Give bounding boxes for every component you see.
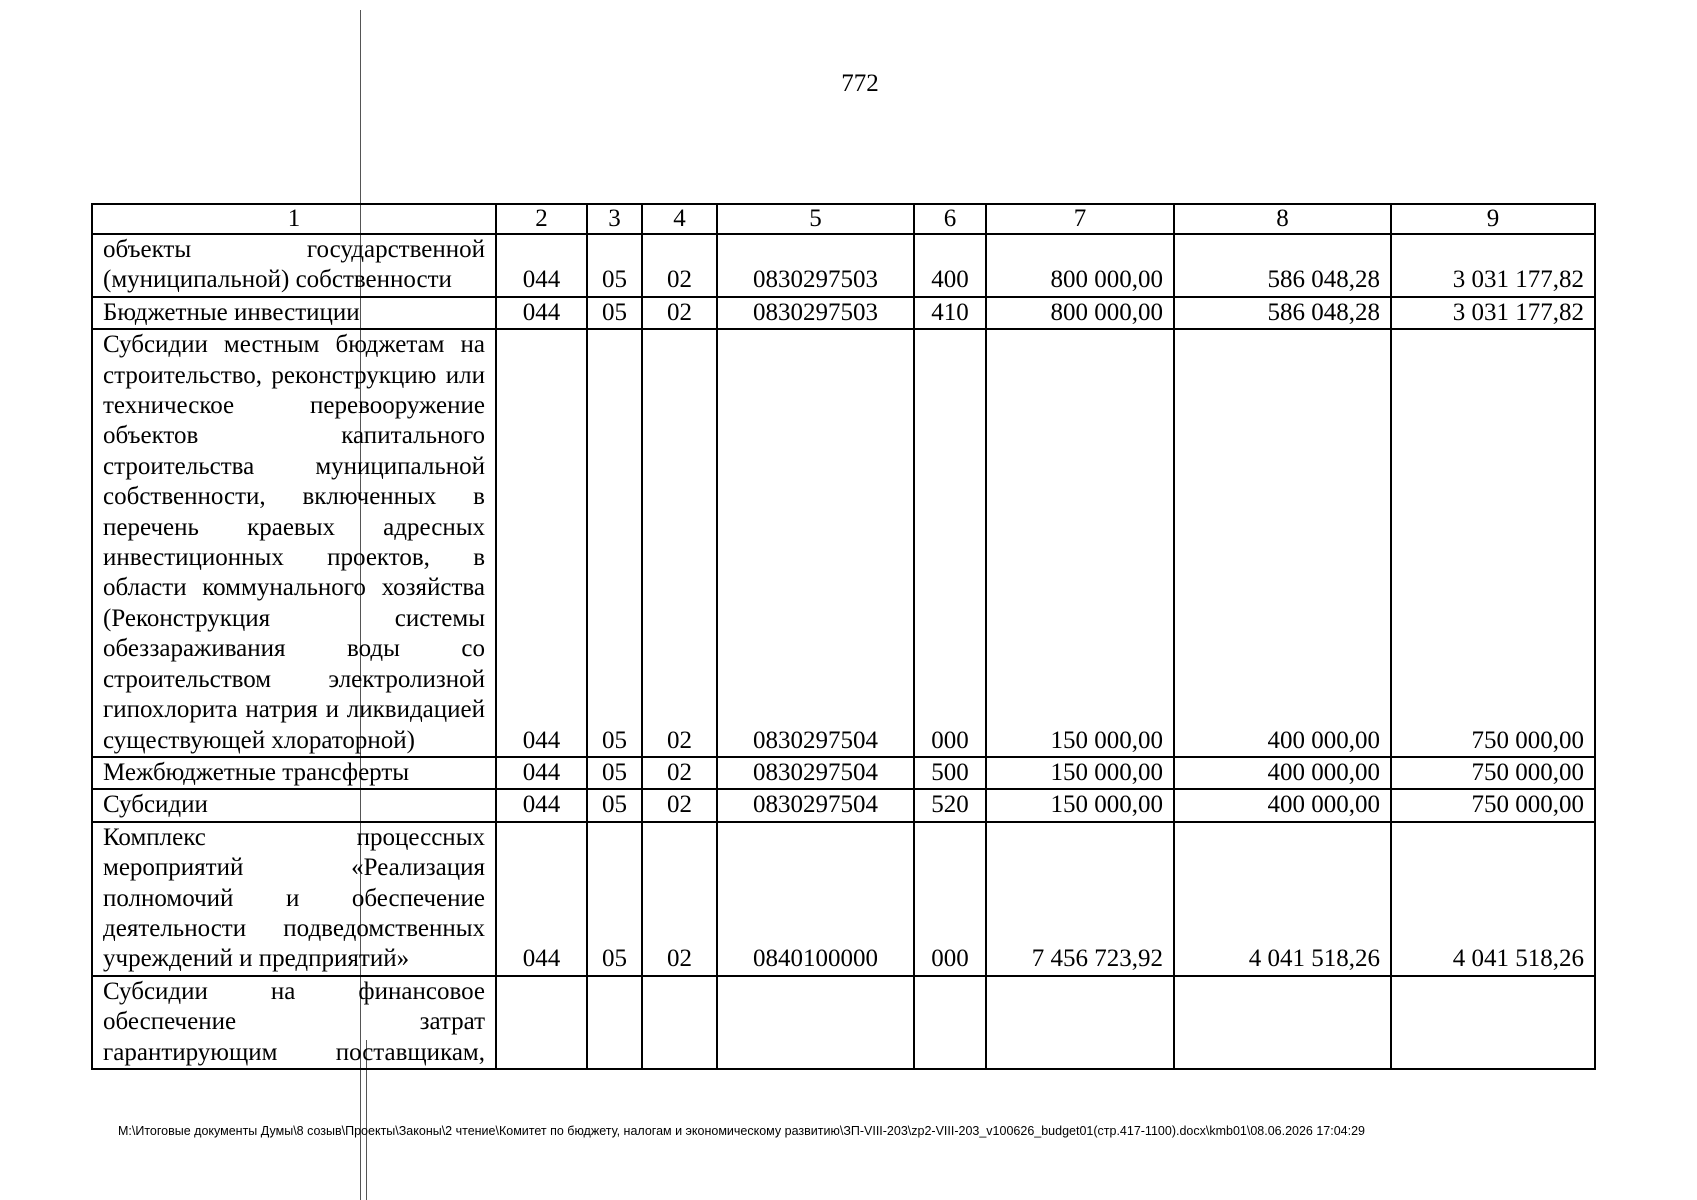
- table-row: [92, 757, 1595, 789]
- column-header: 9: [1391, 204, 1595, 234]
- budget-table: [91, 203, 1596, 1070]
- cell-target-article: 0830297503: [717, 234, 914, 297]
- column-header: 7: [986, 204, 1174, 234]
- row-name: Субсидии местным бюджетам на строительство, реконструкцию или техническое перевооружение объектов капитального строительства муниципальной собственности, включенных в перечень краевых адресных инвестиционных проектов, в области коммунального хозяйства (Реконструкция системы обеззараживания воды со строительством электролизной гипохлорита натрия и ликвидацией существующей хлораторной): [92, 329, 496, 757]
- cell-section: 05: [587, 789, 642, 821]
- cell-amount-7: 800 000,00: [986, 297, 1174, 329]
- cell-subsection: 02: [642, 789, 717, 821]
- cell-amount-8: 4 041 518,26: [1174, 822, 1391, 976]
- cell-amount-8: 400 000,00: [1174, 757, 1391, 789]
- column-header: 6: [914, 204, 986, 234]
- cell-target-article: 0830297504: [717, 789, 914, 821]
- cell-amount-9: 750 000,00: [1391, 757, 1595, 789]
- table-header-row: [92, 204, 1595, 234]
- cell-amount-9: 3 031 177,82: [1391, 297, 1595, 329]
- table-row: [92, 329, 1595, 757]
- cell-amount-7: 7 456 723,92: [986, 822, 1174, 976]
- cell-target-article: 0830297504: [717, 757, 914, 789]
- cell-admin-code: 044: [496, 297, 587, 329]
- column-header: 2: [496, 204, 587, 234]
- cell-subsection: 02: [642, 757, 717, 789]
- row-name: Бюджетные инвестиции: [92, 297, 496, 329]
- cell-admin-code: 044: [496, 822, 587, 976]
- cell-expense-type: 500: [914, 757, 986, 789]
- cell-amount-7: 800 000,00: [986, 234, 1174, 297]
- cell-amount-7: 150 000,00: [986, 789, 1174, 821]
- cell-amount-9: 4 041 518,26: [1391, 822, 1595, 976]
- column-header: 1: [92, 204, 496, 234]
- cell-target-article: 0840100000: [717, 822, 914, 976]
- cell-subsection: 02: [642, 822, 717, 976]
- cell-amount-9: 750 000,00: [1391, 789, 1595, 821]
- cell-subsection: 02: [642, 329, 717, 757]
- cell-expense-type: 410: [914, 297, 986, 329]
- table-row: [92, 234, 1595, 297]
- cell-amount-8: 400 000,00: [1174, 789, 1391, 821]
- cell-section: [587, 976, 642, 1069]
- cell-amount-8: 586 048,28: [1174, 234, 1391, 297]
- cell-amount-7: 150 000,00: [986, 329, 1174, 757]
- cell-section: 05: [587, 822, 642, 976]
- cell-target-article: 0830297503: [717, 297, 914, 329]
- cell-expense-type: 000: [914, 329, 986, 757]
- cell-expense-type: [914, 976, 986, 1069]
- table-row: [92, 789, 1595, 821]
- cell-section: 05: [587, 234, 642, 297]
- cell-expense-type: 520: [914, 789, 986, 821]
- cell-amount-8: 400 000,00: [1174, 329, 1391, 757]
- cell-amount-8: [1174, 976, 1391, 1069]
- cell-section: 05: [587, 297, 642, 329]
- cell-admin-code: 044: [496, 757, 587, 789]
- row-name: Межбюджетные трансферты: [92, 757, 496, 789]
- column-header: 4: [642, 204, 717, 234]
- row-name: Субсидии на финансовое обеспечение затрат гарантирующим поставщикам,: [92, 976, 496, 1069]
- cell-expense-type: 400: [914, 234, 986, 297]
- cell-section: 05: [587, 757, 642, 789]
- cell-amount-7: [986, 976, 1174, 1069]
- row-name: Субсидии: [92, 789, 496, 821]
- table-row: [92, 822, 1595, 976]
- document-path-footer: M:\Итоговые документы Думы\8 созыв\Проекты\Законы\2 чтение\Комитет по бюджету, налогам и экономическому развитию\ЗП-VIII-203\zp2-VIII-203_v100626_budget01(стр.417-1100).docx\kmb01\08.06.2026 17:04:29: [118, 1124, 1366, 1138]
- cell-expense-type: 000: [914, 822, 986, 976]
- table-row: [92, 297, 1595, 329]
- cell-amount-9: 750 000,00: [1391, 329, 1595, 757]
- cell-amount-9: [1391, 976, 1595, 1069]
- page-number: 772: [841, 70, 879, 97]
- cell-admin-code: 044: [496, 329, 587, 757]
- cell-target-article: 0830297504: [717, 329, 914, 757]
- cell-amount-8: 586 048,28: [1174, 297, 1391, 329]
- column-header: 3: [587, 204, 642, 234]
- cell-target-article: [717, 976, 914, 1069]
- cell-subsection: 02: [642, 234, 717, 297]
- cell-admin-code: 044: [496, 789, 587, 821]
- cell-amount-9: 3 031 177,82: [1391, 234, 1595, 297]
- cell-admin-code: 044: [496, 234, 587, 297]
- column-header: 8: [1174, 204, 1391, 234]
- cell-admin-code: [496, 976, 587, 1069]
- table-row: [92, 976, 1595, 1069]
- row-name: Комплекс процессных мероприятий «Реализация полномочий и обеспечение деятельности подведомственных учреждений и предприятий»: [92, 822, 496, 976]
- cell-subsection: 02: [642, 297, 717, 329]
- cell-subsection: [642, 976, 717, 1069]
- cell-amount-7: 150 000,00: [986, 757, 1174, 789]
- row-name: объекты государственной (муниципальной) собственности: [92, 234, 496, 297]
- cell-section: 05: [587, 329, 642, 757]
- column-header: 5: [717, 204, 914, 234]
